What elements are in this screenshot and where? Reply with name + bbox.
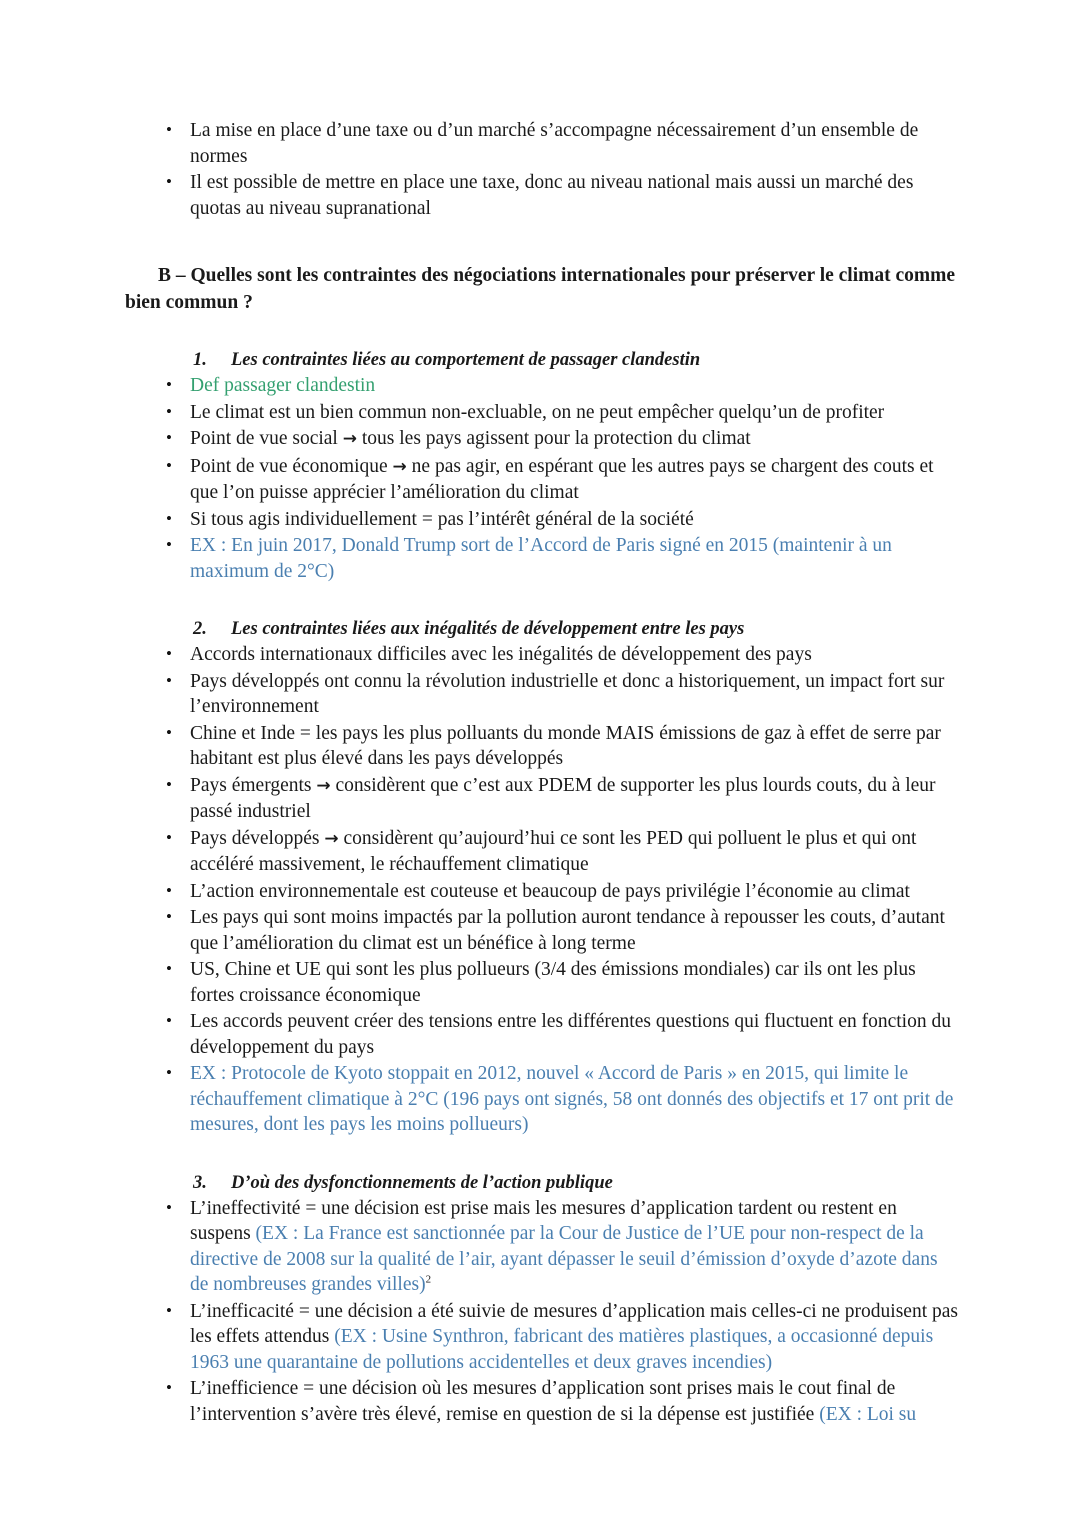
list-item: • Accords internationaux difficiles avec les inégalités de développement des pays <box>125 642 960 668</box>
list-item <box>125 1061 960 1138</box>
example-text: (EX : Loi su <box>819 1403 917 1425</box>
list-item <box>125 373 960 399</box>
sub-heading-3-number: 3. <box>193 1172 207 1193</box>
sub1-bullet-list <box>125 373 960 584</box>
arrow-icon: → <box>316 775 331 796</box>
list-item: • Pays développés ont connu la révolution industrielle et donc a historiquement, un impact fort sur l’environnement <box>125 669 960 720</box>
list-item: • Chine et Inde = les pays les plus polluants du monde MAIS émissions de gaz à effet de serre par habitant est plus élevé dans les pays développés <box>125 721 960 772</box>
list-item: • US, Chine et UE qui sont les plus pollueurs (3/4 des émissions mondiales) car ils ont les plus fortes croissance économique <box>125 957 960 1008</box>
list-item <box>125 1196 960 1298</box>
definition-text: L’inefficacité = une décision a été suivie de mesures d’application mais celles-ci ne produisent pas les effets attendus <box>190 1300 958 1347</box>
text-after-arrow: ne pas agir, en espérant que les autres pays se chargent des couts et que l’on puisse apprécier l’amélioration du climat <box>190 455 934 503</box>
text-after-arrow: tous les pays agissent pour la protection du climat <box>356 428 751 449</box>
list-item <box>125 426 960 453</box>
list-item: • Les accords peuvent créer des tensions entre les différentes questions qui fluctuent en fonction du développement du pays <box>125 1009 960 1060</box>
arrow-icon: → <box>392 456 407 477</box>
arrow-icon: → <box>342 429 357 449</box>
footnote-marker: 2 <box>425 1273 432 1286</box>
list-item <box>125 773 960 825</box>
list-item <box>125 1376 960 1427</box>
sub-heading-2-title: Les contraintes liées aux inégalités de développement entre les pays <box>231 619 745 639</box>
sub-heading-1-title: Les contraintes liées au comportement de passager clandestin <box>231 350 701 370</box>
spacer <box>125 222 960 262</box>
text-after-arrow: considèrent qu’aujourd’hui ce sont les PED qui polluent le plus et qui ont accéléré massivement, le réchauffement climatique <box>190 827 917 875</box>
list-item <box>125 826 960 878</box>
definition-text: L’inefficience = une décision où les mesures d’application sont prises mais le cout final de l’intervention s’avère très élevé, remise en question de si la dépense est justifiée <box>190 1378 896 1425</box>
list-item <box>125 1299 960 1376</box>
example-text: EX : Protocole de Kyoto stoppait en 2012, nouvel « Accord de Paris » en 2015, qui limite le réchauffement climatique à 2°C (196 pays ont signés, 58 ont donnés des objectifs et 17 ont prit de mesures, dont les pays les moins pollueurs) <box>190 1063 954 1135</box>
arrow-icon: → <box>324 828 339 849</box>
text-before-arrow: Pays développés <box>190 827 325 849</box>
sub3-bullet-list <box>125 1196 960 1428</box>
section-heading-b: B – Quelles sont les contraintes des négociations internationales pour préserver le climat comme bien commun ? <box>125 265 956 313</box>
list-item: • Il est possible de mettre en place une taxe, donc au niveau national mais aussi un marché des quotas au niveau supranational <box>125 170 960 221</box>
list-item: • L’action environnementale est couteuse et beaucoup de pays privilégie l’économie au climat <box>125 879 960 905</box>
sub-heading-1-number: 1. <box>193 350 207 370</box>
list-item <box>125 454 960 506</box>
definition-text: Def passager clandestin <box>190 375 376 396</box>
sub2-bullet-list <box>125 642 960 1138</box>
text-before-arrow: Point de vue social <box>190 428 343 449</box>
example-text: (EX : Usine Synthron, fabricant des matières plastiques, a occasionné depuis 1963 une quarantaine de pollutions accidentelles et deux graves incendies) <box>190 1326 934 1373</box>
text-after-arrow: considèrent que c’est aux PDEM de supporter les plus lourds couts, du à leur passé industriel <box>190 774 936 822</box>
spacer <box>125 316 960 348</box>
list-item: • Le climat est un bien commun non-excluable, on ne peut empêcher quelqu’un de profiter <box>125 400 960 426</box>
list-item: • La mise en place d’une taxe ou d’un marché s’accompagne nécessairement d’un ensemble de normes <box>125 118 960 169</box>
list-item: • Si tous agis individuellement = pas l’intérêt général de la société <box>125 507 960 533</box>
example-text: (EX : La France est sanctionnée par la Cour de Justice de l’UE pour non-respect de la directive de 2008 sur la qualité de l’air, ayant dépasser le seuil d’émission d’oxyde d’azote dans de nombreuses grandes villes) <box>190 1223 938 1295</box>
text-before-arrow: Pays émergents <box>190 774 317 796</box>
text-before-arrow: Point de vue économique <box>190 455 393 477</box>
sub-heading-1 <box>125 348 960 373</box>
list-item <box>125 533 960 584</box>
sub-heading-2-number: 2. <box>193 619 207 639</box>
example-text: EX : En juin 2017, Donald Trump sort de l’Accord de Paris signé en 2015 (maintenir à un maximum de 2°C) <box>190 535 892 582</box>
sub-heading-2 <box>125 617 960 642</box>
spacer <box>125 585 960 617</box>
sub-heading-3 <box>125 1171 960 1196</box>
sub-heading-3-title: D’où des dysfonctionnements de l’action publique <box>231 1172 613 1193</box>
spacer <box>125 1139 960 1171</box>
list-item: • Les pays qui sont moins impactés par la pollution auront tendance à repousser les couts, d’autant que l’amélioration du climat est un bénéfice à long terme <box>125 905 960 956</box>
definition-text: L’ineffectivité = une décision est prise mais les mesures d’application tardent ou restent en suspens <box>190 1197 897 1244</box>
top-bullet-list <box>125 118 960 221</box>
document-content <box>125 118 960 1427</box>
